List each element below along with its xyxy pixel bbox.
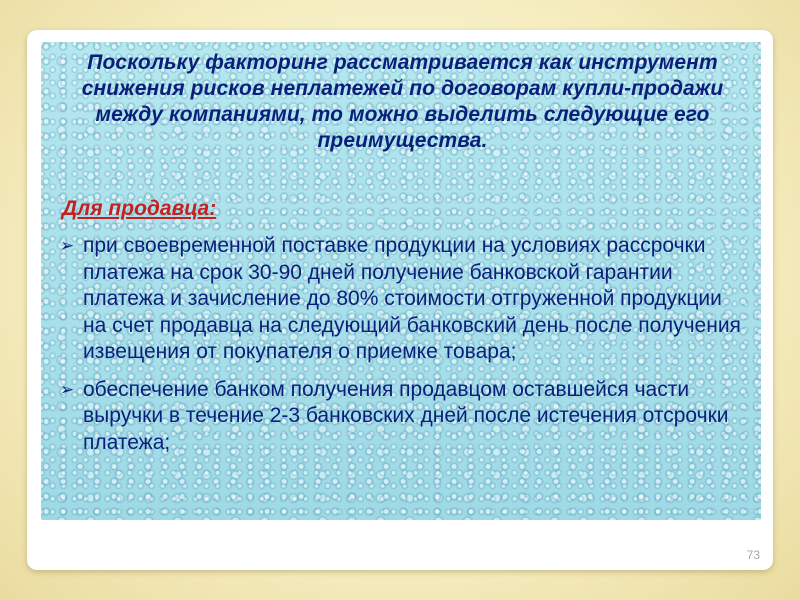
list-item-text: обеспечение банком получения продавцом оставшейся части выручки в течение 2-3 банковских дней после истечения отсрочки платежа; [83, 377, 729, 454]
section-heading: Для продавца: [62, 197, 217, 220]
page-number: 73 [746, 548, 760, 562]
list-item [60, 377, 750, 457]
intro-paragraph: Поскольку факторинг рассматривается как инструмент снижения рисков неплатежей по договорам купли-продажи между компаниями, то можно выделить следующие его преимущества. [81, 51, 724, 152]
arrow-bullet-icon: ➢ [60, 236, 75, 255]
list-item-text: при своевременной поставке продукции на условиях рассрочки платежа на срок 30-90 дней получение банковской гарантии платежа и зачисление до 80% стоимости отгруженной продукции на счет продавца на следующий банковский день после получения извещения от покупателя о приемке товара; [83, 234, 741, 363]
bullet-list [60, 233, 750, 467]
list-item [60, 233, 750, 366]
arrow-bullet-icon: ➢ [60, 379, 75, 399]
